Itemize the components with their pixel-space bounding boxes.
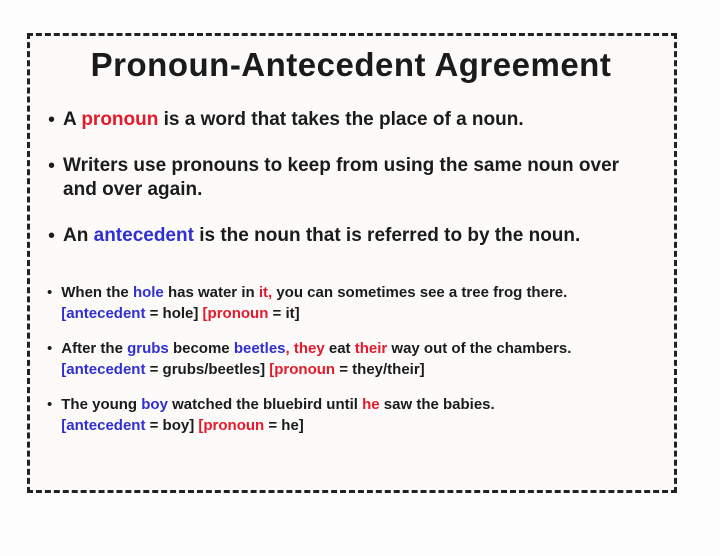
list-item bbox=[46, 108, 656, 132]
definition-antecedent: An antecedent is the noun that is referred to by the noun. bbox=[63, 225, 581, 246]
list-item bbox=[46, 224, 656, 248]
example-1-sentence: When the hole has water in it, you can sometimes see a tree frog there. bbox=[61, 284, 568, 301]
dashed-border-sheet bbox=[27, 33, 677, 493]
definition-pronoun: A pronoun is a word that takes the place of a noun. bbox=[63, 109, 524, 130]
example-2 bbox=[61, 338, 571, 380]
example-3-key: [antecedent = boy] [pronoun = he] bbox=[61, 417, 304, 434]
example-list bbox=[46, 282, 656, 436]
bullet-icon bbox=[48, 154, 55, 178]
example-2-sentence: After the grubs become beetles, they eat their way out of the chambers. bbox=[61, 340, 572, 357]
example-1-key: [antecedent = hole] [pronoun = it] bbox=[61, 305, 300, 322]
bullet-icon bbox=[47, 338, 52, 359]
list-item bbox=[46, 394, 656, 436]
bullet-icon bbox=[47, 282, 52, 303]
example-3 bbox=[61, 394, 494, 436]
definition-bullets bbox=[46, 108, 656, 248]
page-title: Pronoun-Antecedent Agreement bbox=[90, 46, 612, 83]
example-3-sentence: The young boy watched the bluebird until he saw the babies. bbox=[61, 396, 495, 413]
list-item bbox=[46, 282, 656, 324]
list-item bbox=[46, 154, 656, 202]
bullet-icon bbox=[47, 394, 52, 415]
definition-writers-usage: Writers use pronouns to keep from using the same noun over and over again. bbox=[63, 155, 620, 200]
bullet-icon bbox=[48, 224, 55, 248]
example-1 bbox=[61, 282, 567, 324]
list-item bbox=[46, 338, 656, 380]
bullet-icon bbox=[48, 108, 55, 132]
example-2-key: [antecedent = grubs/beetles] [pronoun = they/their] bbox=[61, 361, 425, 378]
